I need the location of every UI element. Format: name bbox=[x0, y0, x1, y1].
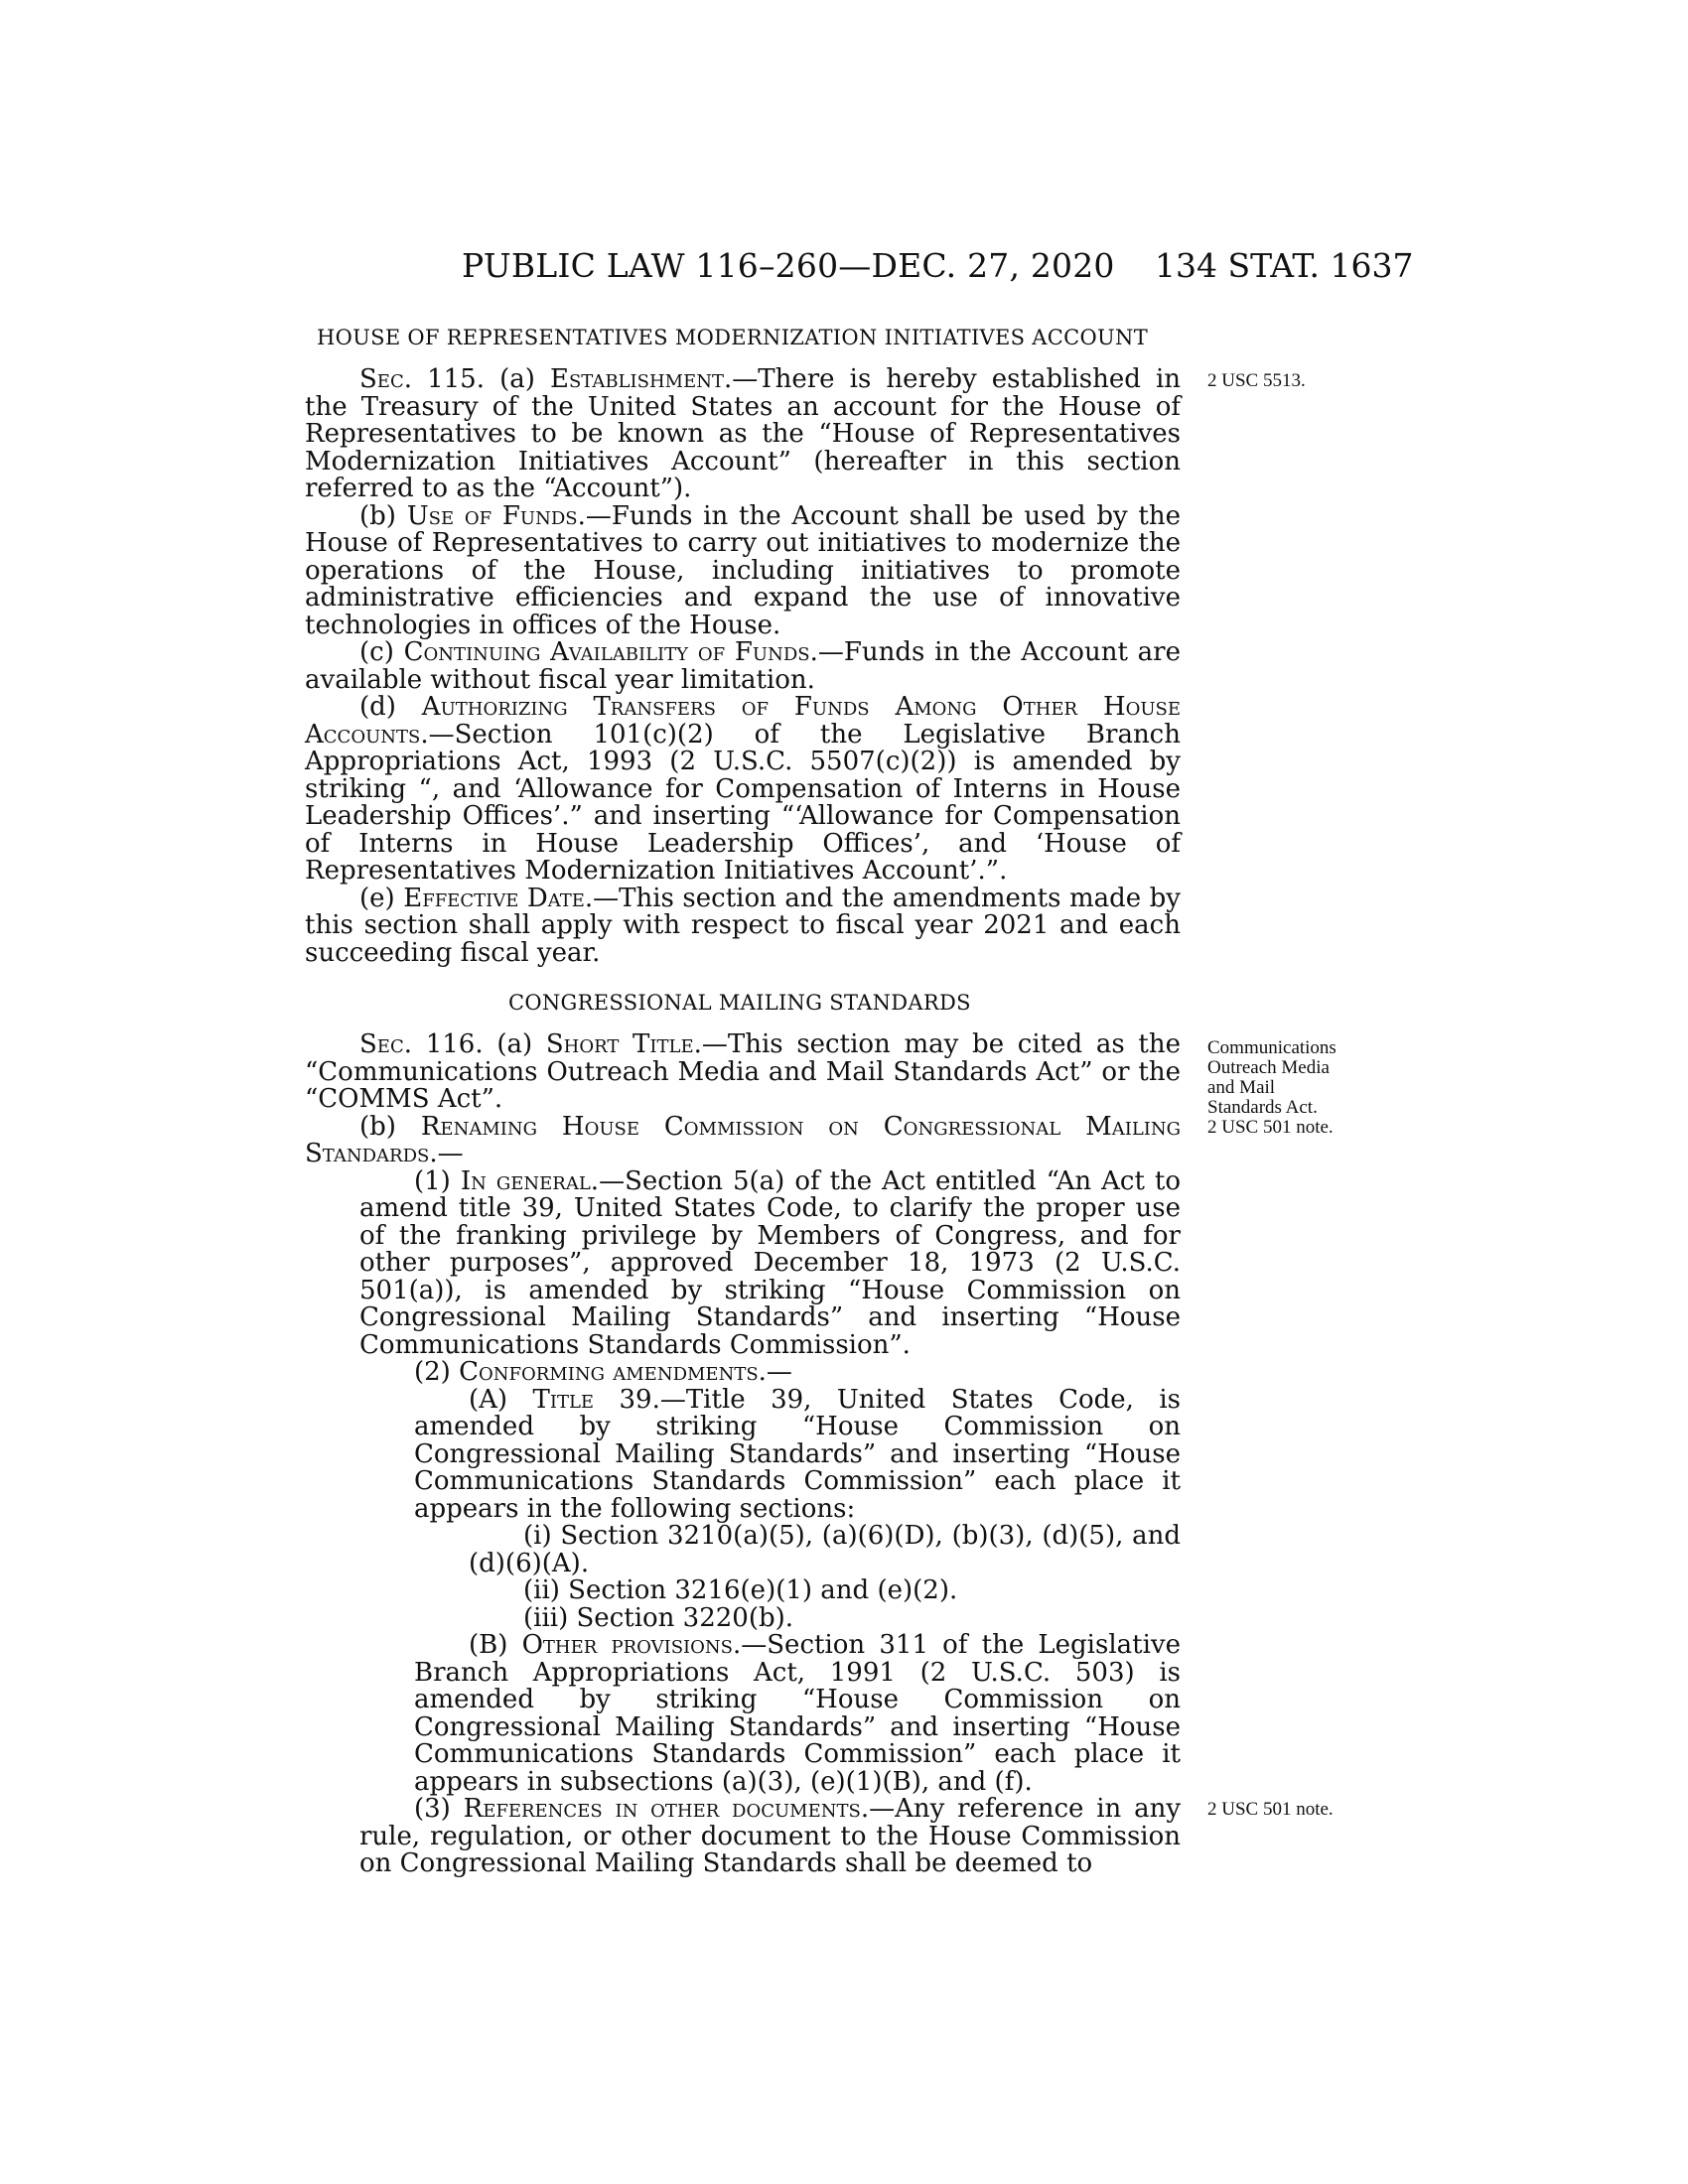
section-115-heading: HOUSE OF REPRESENTATIVES MODERNIZATION INITIATIVES ACCOUNT bbox=[317, 326, 1149, 349]
paragraph-116-b-2-B: (B) Other provisions.—Section 311 of the Legislative Branch Appropriations Act, 1991 (2 U.S.C. 503) is amended by striking “House Commission on Congressional Mailing Standards” and inserting “House Communications Standards Commission” each place it appears in subsections (a)(3), (e)(1)(B), and (f). bbox=[414, 1630, 1181, 1797]
paragraph-116-b-2-A: (A) Title 39.—Title 39, United States Code, is amended by striking “House Commission on Congressional Mailing Standards” and inserting “House Communications Standards Commission” each place it appears in the following sections: bbox=[414, 1384, 1182, 1524]
paragraph-115-a: Sec. 115. (a) Establishment.—There is hereby established in the Treasury of the United States an account for the House of Representatives to be known as the “House of Representatives Modernization Initiatives Account” (hereafter in this section referred to as the “Account”). bbox=[305, 364, 1182, 503]
paragraph-115-b: (b) Use of Funds.—Funds in the Account shall be used by the House of Representatives to carry out initiatives to modernize the operations of the House, including initiatives to promote administrative efficiencies and expand the use of innovative technologies in offices of the House. bbox=[305, 500, 1182, 640]
section-116-heading: CONGRESSIONAL MAILING STANDARDS bbox=[508, 991, 971, 1015]
paragraph-116-b-1: (1) In general.—Section 5(a) of the Act entitled “An Act to amend title 39, United States Code, to clarify the proper use of the franking privilege by Members of Congress, and for other purposes”, approved December 18, 1973 (2 U.S.C. 501(a)), is amended by striking “House Commission on Congressional Mailing Standards” and inserting “House Communications Standards Commission”. bbox=[359, 1165, 1182, 1360]
paragraph-116-b: (b) Renaming House Commission on Congressional Mailing Standards.— bbox=[305, 1111, 1182, 1168]
paragraph-115-e: (e) Effective Date.—This section and the amendments made by this section shall apply with respect to fiscal year 2021 and each succeeding fiscal year. bbox=[305, 883, 1181, 968]
clause-116-b-2-A-i: (i) Section 3210(a)(5), (a)(6)(D), (b)(3), (d)(5), and (d)(6)(A). bbox=[469, 1521, 1181, 1578]
section-116-body bbox=[305, 1031, 1181, 1878]
clause-116-b-2-A-ii: (ii) Section 3216(e)(1) and (e)(2). bbox=[523, 1575, 958, 1605]
paragraph-115-c: (c) Continuing Availability of Funds.—Funds in the Account are available without fiscal year limitation. bbox=[305, 637, 1181, 695]
margin-note-usc-5513: 2 USC 5513. bbox=[1207, 370, 1306, 391]
paragraph-116-b-2: (2) Conforming amendments.— bbox=[414, 1357, 792, 1387]
paragraph-115-d: (d) Authorizing Transfers of Funds Among Other House Accounts.—Section 101(c)(2) of the Legislative Branch Appropriations Act, 1993 (2 U.S.C. 5507(c)(2)) is amended by striking “, and ‘Allowance for Compensation of Interns in House Leadership Offices’.” and inserting “‘Allowance for Compensation of Interns in House Leadership Offices’, and ‘House of Representatives Modernization Initiatives Account’.”. bbox=[305, 692, 1182, 886]
margin-note-usc-501: 2 USC 501 note. bbox=[1207, 1799, 1334, 1820]
clause-116-b-2-A-iii: (iii) Section 3220(b). bbox=[523, 1602, 794, 1633]
margin-note-comms-act: Communications Outreach Media and Mail Standards Act. 2 USC 501 note. bbox=[1207, 1037, 1336, 1138]
section-115-body bbox=[305, 366, 1181, 967]
paragraph-116-b-3: (3) References in other documents.—Any reference in any rule, regulation, or other document to the House Commission on Congressional Mailing Standards shall be deemed to bbox=[359, 1794, 1182, 1878]
page-header-citation: PUBLIC LAW 116–260—DEC. 27, 2020 bbox=[462, 246, 1115, 285]
page-header-stat: 134 STAT. 1637 bbox=[1155, 246, 1414, 285]
paragraph-116-a: Sec. 116. (a) Short Title.—This section may be cited as the “Communications Outreach Media and Mail Standards Act” or the “COMMS Act”. bbox=[305, 1029, 1181, 1114]
